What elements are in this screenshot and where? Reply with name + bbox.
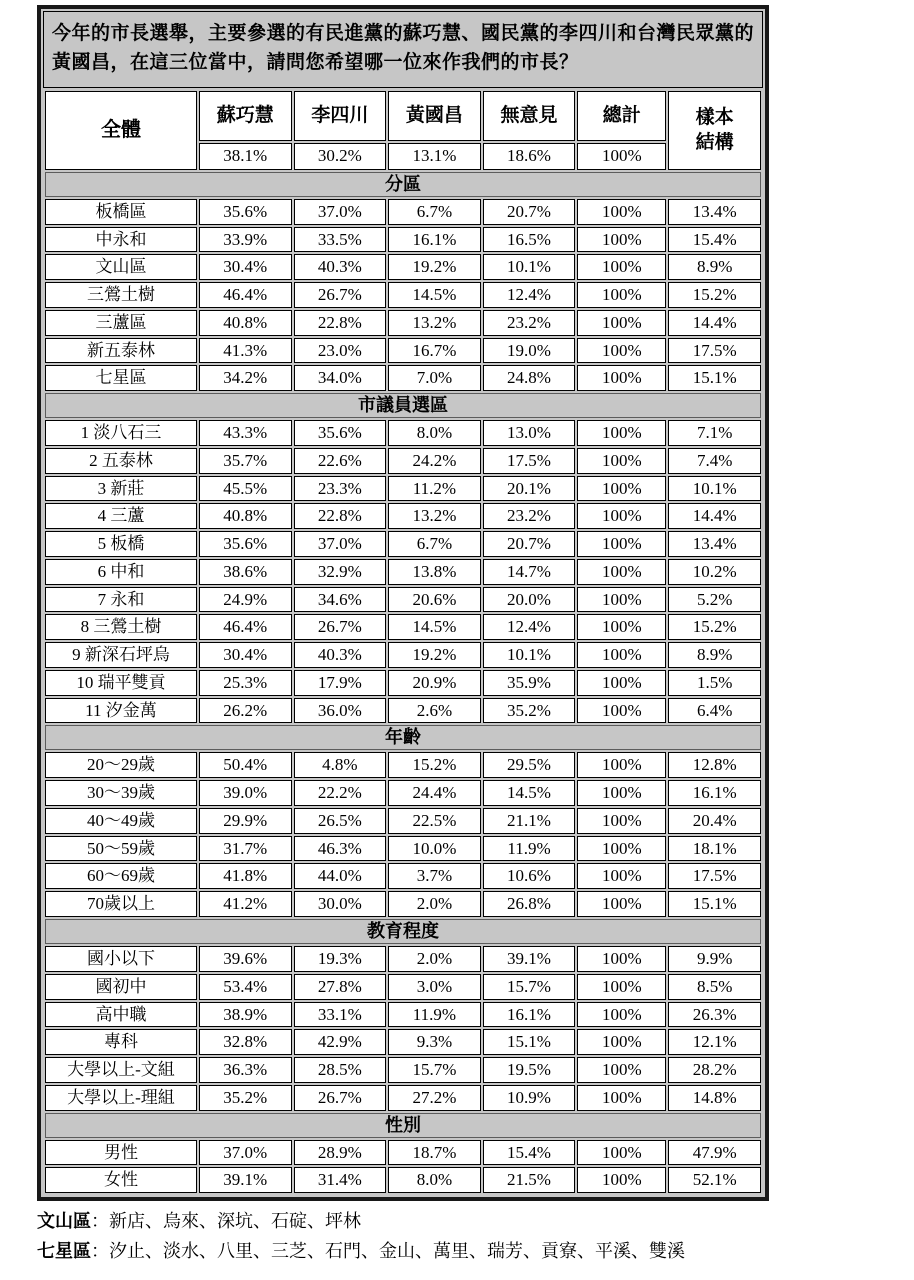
value-cell: 12.4%	[483, 614, 576, 640]
row-label-cell: 文山區	[45, 254, 197, 280]
value-cell: 15.2%	[388, 752, 481, 778]
value-cell: 100%	[577, 808, 666, 834]
value-cell: 22.8%	[294, 503, 387, 529]
value-cell: 2.6%	[388, 698, 481, 724]
footnote-text: ：汐止、淡水、八里、三芝、石門、金山、萬里、瑞芳、貢寮、平溪、雙溪	[91, 1240, 685, 1261]
value-cell: 39.1%	[199, 1167, 292, 1193]
value-cell: 100%	[577, 974, 666, 1000]
value-cell: 28.2%	[668, 1057, 761, 1083]
value-cell: 7.0%	[388, 365, 481, 391]
survey-crosstab-document	[37, 5, 769, 1201]
table-row	[45, 503, 761, 529]
row-label-cell: 女性	[45, 1167, 197, 1193]
value-cell: 100%	[577, 614, 666, 640]
overall-value-cell: 18.6%	[483, 143, 576, 170]
value-cell: 25.3%	[199, 670, 292, 696]
row-label-cell: 新五泰林	[45, 338, 197, 364]
value-cell: 43.3%	[199, 420, 292, 446]
value-cell: 53.4%	[199, 974, 292, 1000]
row-label-cell: 60～69歲	[45, 863, 197, 889]
value-cell: 13.4%	[668, 199, 761, 225]
value-cell: 30.4%	[199, 642, 292, 668]
row-label-cell: 專科	[45, 1029, 197, 1055]
table-row	[45, 863, 761, 889]
value-cell: 31.7%	[199, 836, 292, 862]
value-cell: 4.8%	[294, 752, 387, 778]
overall-header-cell: 全體	[45, 91, 197, 170]
table-row	[45, 808, 761, 834]
table-row	[45, 310, 761, 336]
value-cell: 14.5%	[388, 614, 481, 640]
value-cell: 30.4%	[199, 254, 292, 280]
value-cell: 16.1%	[483, 1002, 576, 1028]
row-label-cell: 大學以上-理組	[45, 1085, 197, 1111]
column-header-sample-structure	[668, 91, 761, 170]
row-label-cell: 11 汐金萬	[45, 698, 197, 724]
section-header: 年齡	[45, 725, 761, 750]
value-cell: 36.3%	[199, 1057, 292, 1083]
value-cell: 11.9%	[388, 1002, 481, 1028]
value-cell: 14.4%	[668, 310, 761, 336]
section-header: 市議員選區	[45, 393, 761, 418]
table-row	[45, 587, 761, 613]
overall-value-cell: 100%	[577, 143, 666, 170]
value-cell: 23.2%	[483, 503, 576, 529]
row-label-cell: 70歲以上	[45, 891, 197, 917]
footnote-label: 文山區	[37, 1211, 91, 1232]
value-cell: 46.3%	[294, 836, 387, 862]
value-cell: 46.4%	[199, 614, 292, 640]
value-cell: 2.0%	[388, 891, 481, 917]
value-cell: 27.2%	[388, 1085, 481, 1111]
row-label-cell: 6 中和	[45, 559, 197, 585]
row-label-cell: 大學以上-文組	[45, 1057, 197, 1083]
value-cell: 15.4%	[668, 227, 761, 253]
value-cell: 6.4%	[668, 698, 761, 724]
value-cell: 14.4%	[668, 503, 761, 529]
value-cell: 17.5%	[668, 338, 761, 364]
overall-value-cell: 38.1%	[199, 143, 292, 170]
row-label-cell: 板橋區	[45, 199, 197, 225]
row-label-cell: 三鶯土樹	[45, 282, 197, 308]
column-header-candidate-2: 李四川	[294, 91, 387, 141]
value-cell: 100%	[577, 310, 666, 336]
value-cell: 100%	[577, 752, 666, 778]
value-cell: 41.2%	[199, 891, 292, 917]
value-cell: 13.0%	[483, 420, 576, 446]
value-cell: 100%	[577, 227, 666, 253]
value-cell: 100%	[577, 1085, 666, 1111]
value-cell: 23.0%	[294, 338, 387, 364]
table-row	[45, 559, 761, 585]
value-cell: 24.4%	[388, 780, 481, 806]
value-cell: 10.1%	[483, 254, 576, 280]
value-cell: 35.2%	[199, 1085, 292, 1111]
value-cell: 100%	[577, 780, 666, 806]
value-cell: 22.5%	[388, 808, 481, 834]
footnote-text: ：新店、烏來、深坑、石碇、坪林	[91, 1211, 361, 1232]
table-row	[45, 1085, 761, 1111]
value-cell: 33.5%	[294, 227, 387, 253]
value-cell: 34.2%	[199, 365, 292, 391]
row-label-cell: 10 瑞平雙貢	[45, 670, 197, 696]
value-cell: 19.2%	[388, 254, 481, 280]
value-cell: 20.7%	[483, 199, 576, 225]
value-cell: 20.0%	[483, 587, 576, 613]
value-cell: 10.1%	[483, 642, 576, 668]
table-row	[45, 199, 761, 225]
value-cell: 38.6%	[199, 559, 292, 585]
table-row	[45, 1029, 761, 1055]
footnote-wenshan	[37, 1207, 769, 1237]
table-row	[45, 338, 761, 364]
value-cell: 35.6%	[199, 531, 292, 557]
footnote-qixing	[37, 1237, 769, 1267]
value-cell: 35.6%	[199, 199, 292, 225]
value-cell: 29.9%	[199, 808, 292, 834]
column-header-candidate-1: 蘇巧慧	[199, 91, 292, 141]
value-cell: 16.5%	[483, 227, 576, 253]
value-cell: 13.2%	[388, 310, 481, 336]
value-cell: 27.8%	[294, 974, 387, 1000]
value-cell: 35.9%	[483, 670, 576, 696]
value-cell: 100%	[577, 698, 666, 724]
value-cell: 100%	[577, 891, 666, 917]
value-cell: 26.7%	[294, 282, 387, 308]
value-cell: 15.1%	[668, 891, 761, 917]
value-cell: 46.4%	[199, 282, 292, 308]
value-cell: 100%	[577, 1140, 666, 1166]
value-cell: 100%	[577, 338, 666, 364]
value-cell: 100%	[577, 1029, 666, 1055]
value-cell: 35.6%	[294, 420, 387, 446]
table-row	[45, 476, 761, 502]
value-cell: 5.2%	[668, 587, 761, 613]
value-cell: 14.5%	[483, 780, 576, 806]
footnote-label: 七星區	[37, 1240, 91, 1261]
value-cell: 18.1%	[668, 836, 761, 862]
table-row	[45, 698, 761, 724]
value-cell: 22.2%	[294, 780, 387, 806]
value-cell: 1.5%	[668, 670, 761, 696]
value-cell: 12.4%	[483, 282, 576, 308]
value-cell: 100%	[577, 836, 666, 862]
value-cell: 12.1%	[668, 1029, 761, 1055]
table-row	[45, 836, 761, 862]
value-cell: 40.8%	[199, 310, 292, 336]
value-cell: 34.6%	[294, 587, 387, 613]
value-cell: 47.9%	[668, 1140, 761, 1166]
value-cell: 16.1%	[388, 227, 481, 253]
section-header-row	[45, 725, 761, 750]
value-cell: 26.2%	[199, 698, 292, 724]
table-row	[45, 282, 761, 308]
value-cell: 8.5%	[668, 974, 761, 1000]
table-row	[45, 1002, 761, 1028]
row-label-cell: 高中職	[45, 1002, 197, 1028]
section-header: 分區	[45, 172, 761, 197]
value-cell: 42.9%	[294, 1029, 387, 1055]
section-header-row	[45, 919, 761, 944]
row-label-cell: 7 永和	[45, 587, 197, 613]
value-cell: 7.4%	[668, 448, 761, 474]
value-cell: 8.0%	[388, 420, 481, 446]
value-cell: 39.1%	[483, 946, 576, 972]
value-cell: 15.1%	[668, 365, 761, 391]
row-label-cell: 國初中	[45, 974, 197, 1000]
row-label-cell: 1 淡八石三	[45, 420, 197, 446]
value-cell: 19.3%	[294, 946, 387, 972]
value-cell: 39.0%	[199, 780, 292, 806]
value-cell: 10.9%	[483, 1085, 576, 1111]
value-cell: 100%	[577, 531, 666, 557]
section-header-row	[45, 172, 761, 197]
overall-value-cell: 30.2%	[294, 143, 387, 170]
value-cell: 31.4%	[294, 1167, 387, 1193]
value-cell: 15.2%	[668, 282, 761, 308]
value-cell: 20.1%	[483, 476, 576, 502]
header-row-names	[45, 91, 761, 141]
value-cell: 17.5%	[668, 863, 761, 889]
value-cell: 24.9%	[199, 587, 292, 613]
value-cell: 26.7%	[294, 614, 387, 640]
value-cell: 17.9%	[294, 670, 387, 696]
section-header: 性別	[45, 1113, 761, 1138]
table-row	[45, 752, 761, 778]
value-cell: 45.5%	[199, 476, 292, 502]
sample-structure-line2: 結構	[695, 132, 734, 154]
value-cell: 100%	[577, 282, 666, 308]
value-cell: 23.2%	[483, 310, 576, 336]
value-cell: 12.8%	[668, 752, 761, 778]
value-cell: 41.8%	[199, 863, 292, 889]
value-cell: 9.3%	[388, 1029, 481, 1055]
column-header-candidate-3: 黃國昌	[388, 91, 481, 141]
row-label-cell: 中永和	[45, 227, 197, 253]
value-cell: 52.1%	[668, 1167, 761, 1193]
value-cell: 24.8%	[483, 365, 576, 391]
value-cell: 2.0%	[388, 946, 481, 972]
table-row	[45, 448, 761, 474]
value-cell: 28.9%	[294, 1140, 387, 1166]
row-label-cell: 50～59歲	[45, 836, 197, 862]
value-cell: 32.9%	[294, 559, 387, 585]
value-cell: 10.0%	[388, 836, 481, 862]
value-cell: 100%	[577, 642, 666, 668]
table-row	[45, 254, 761, 280]
value-cell: 15.1%	[483, 1029, 576, 1055]
value-cell: 8.0%	[388, 1167, 481, 1193]
row-label-cell: 40～49歲	[45, 808, 197, 834]
value-cell: 17.5%	[483, 448, 576, 474]
row-label-cell: 三蘆區	[45, 310, 197, 336]
value-cell: 37.0%	[294, 531, 387, 557]
value-cell: 35.2%	[483, 698, 576, 724]
value-cell: 29.5%	[483, 752, 576, 778]
value-cell: 37.0%	[199, 1140, 292, 1166]
value-cell: 34.0%	[294, 365, 387, 391]
value-cell: 100%	[577, 1057, 666, 1083]
value-cell: 6.7%	[388, 199, 481, 225]
value-cell: 6.7%	[388, 531, 481, 557]
value-cell: 24.2%	[388, 448, 481, 474]
value-cell: 100%	[577, 587, 666, 613]
value-cell: 13.4%	[668, 531, 761, 557]
value-cell: 33.1%	[294, 1002, 387, 1028]
table-row	[45, 531, 761, 557]
value-cell: 7.1%	[668, 420, 761, 446]
value-cell: 100%	[577, 420, 666, 446]
survey-question: 今年的市長選舉，主要參選的有民進黨的蘇巧慧、國民黨的李四川和台灣民眾黨的黃國昌，在這三位當中，請問您希望哪一位來作我們的市長？	[43, 11, 763, 88]
value-cell: 100%	[577, 365, 666, 391]
row-label-cell: 8 三鶯土樹	[45, 614, 197, 640]
value-cell: 26.3%	[668, 1002, 761, 1028]
value-cell: 22.8%	[294, 310, 387, 336]
value-cell: 19.2%	[388, 642, 481, 668]
value-cell: 18.7%	[388, 1140, 481, 1166]
row-label-cell: 5 板橋	[45, 531, 197, 557]
row-label-cell: 國小以下	[45, 946, 197, 972]
column-header-total: 總計	[577, 91, 666, 141]
value-cell: 36.0%	[294, 698, 387, 724]
table-body	[45, 172, 761, 1193]
table-row	[45, 670, 761, 696]
table-row	[45, 891, 761, 917]
value-cell: 14.5%	[388, 282, 481, 308]
row-label-cell: 9 新深石坪烏	[45, 642, 197, 668]
row-label-cell: 七星區	[45, 365, 197, 391]
section-header-row	[45, 393, 761, 418]
value-cell: 21.1%	[483, 808, 576, 834]
value-cell: 23.3%	[294, 476, 387, 502]
section-header-row	[45, 1113, 761, 1138]
overall-value-cell: 13.1%	[388, 143, 481, 170]
value-cell: 100%	[577, 946, 666, 972]
value-cell: 26.5%	[294, 808, 387, 834]
value-cell: 22.6%	[294, 448, 387, 474]
value-cell: 26.7%	[294, 1085, 387, 1111]
column-header-no-opinion: 無意見	[483, 91, 576, 141]
table-row	[45, 780, 761, 806]
value-cell: 39.6%	[199, 946, 292, 972]
value-cell: 16.7%	[388, 338, 481, 364]
value-cell: 20.6%	[388, 587, 481, 613]
value-cell: 11.9%	[483, 836, 576, 862]
value-cell: 33.9%	[199, 227, 292, 253]
value-cell: 8.9%	[668, 642, 761, 668]
row-label-cell: 3 新莊	[45, 476, 197, 502]
table-row	[45, 365, 761, 391]
value-cell: 37.0%	[294, 199, 387, 225]
value-cell: 16.1%	[668, 780, 761, 806]
value-cell: 44.0%	[294, 863, 387, 889]
value-cell: 40.3%	[294, 642, 387, 668]
row-label-cell: 20～29歲	[45, 752, 197, 778]
value-cell: 100%	[577, 863, 666, 889]
footnotes	[37, 1207, 769, 1266]
value-cell: 40.3%	[294, 254, 387, 280]
value-cell: 10.6%	[483, 863, 576, 889]
row-label-cell: 男性	[45, 1140, 197, 1166]
value-cell: 100%	[577, 476, 666, 502]
crosstab-table	[43, 89, 763, 1195]
table-row	[45, 420, 761, 446]
value-cell: 3.0%	[388, 974, 481, 1000]
value-cell: 28.5%	[294, 1057, 387, 1083]
value-cell: 19.0%	[483, 338, 576, 364]
value-cell: 14.7%	[483, 559, 576, 585]
value-cell: 10.1%	[668, 476, 761, 502]
table-row	[45, 1140, 761, 1166]
table-row	[45, 1167, 761, 1193]
value-cell: 11.2%	[388, 476, 481, 502]
sample-structure-line1: 樣本	[695, 106, 734, 128]
value-cell: 21.5%	[483, 1167, 576, 1193]
value-cell: 14.8%	[668, 1085, 761, 1111]
value-cell: 100%	[577, 1167, 666, 1193]
value-cell: 13.2%	[388, 503, 481, 529]
value-cell: 100%	[577, 254, 666, 280]
row-label-cell: 4 三蘆	[45, 503, 197, 529]
value-cell: 100%	[577, 448, 666, 474]
value-cell: 15.7%	[388, 1057, 481, 1083]
row-label-cell: 30～39歲	[45, 780, 197, 806]
table-row	[45, 614, 761, 640]
value-cell: 26.8%	[483, 891, 576, 917]
table-row	[45, 642, 761, 668]
value-cell: 35.7%	[199, 448, 292, 474]
table-row	[45, 1057, 761, 1083]
row-label-cell: 2 五泰林	[45, 448, 197, 474]
value-cell: 8.9%	[668, 254, 761, 280]
value-cell: 100%	[577, 670, 666, 696]
value-cell: 41.3%	[199, 338, 292, 364]
section-header: 教育程度	[45, 919, 761, 944]
value-cell: 15.4%	[483, 1140, 576, 1166]
value-cell: 30.0%	[294, 891, 387, 917]
value-cell: 9.9%	[668, 946, 761, 972]
value-cell: 40.8%	[199, 503, 292, 529]
value-cell: 10.2%	[668, 559, 761, 585]
value-cell: 20.4%	[668, 808, 761, 834]
value-cell: 19.5%	[483, 1057, 576, 1083]
value-cell: 32.8%	[199, 1029, 292, 1055]
value-cell: 15.7%	[483, 974, 576, 1000]
table-row	[45, 946, 761, 972]
value-cell: 15.2%	[668, 614, 761, 640]
value-cell: 3.7%	[388, 863, 481, 889]
value-cell: 100%	[577, 199, 666, 225]
value-cell: 13.8%	[388, 559, 481, 585]
value-cell: 20.7%	[483, 531, 576, 557]
value-cell: 100%	[577, 1002, 666, 1028]
value-cell: 38.9%	[199, 1002, 292, 1028]
table-row	[45, 974, 761, 1000]
table-row	[45, 227, 761, 253]
value-cell: 100%	[577, 503, 666, 529]
value-cell: 100%	[577, 559, 666, 585]
value-cell: 20.9%	[388, 670, 481, 696]
value-cell: 50.4%	[199, 752, 292, 778]
